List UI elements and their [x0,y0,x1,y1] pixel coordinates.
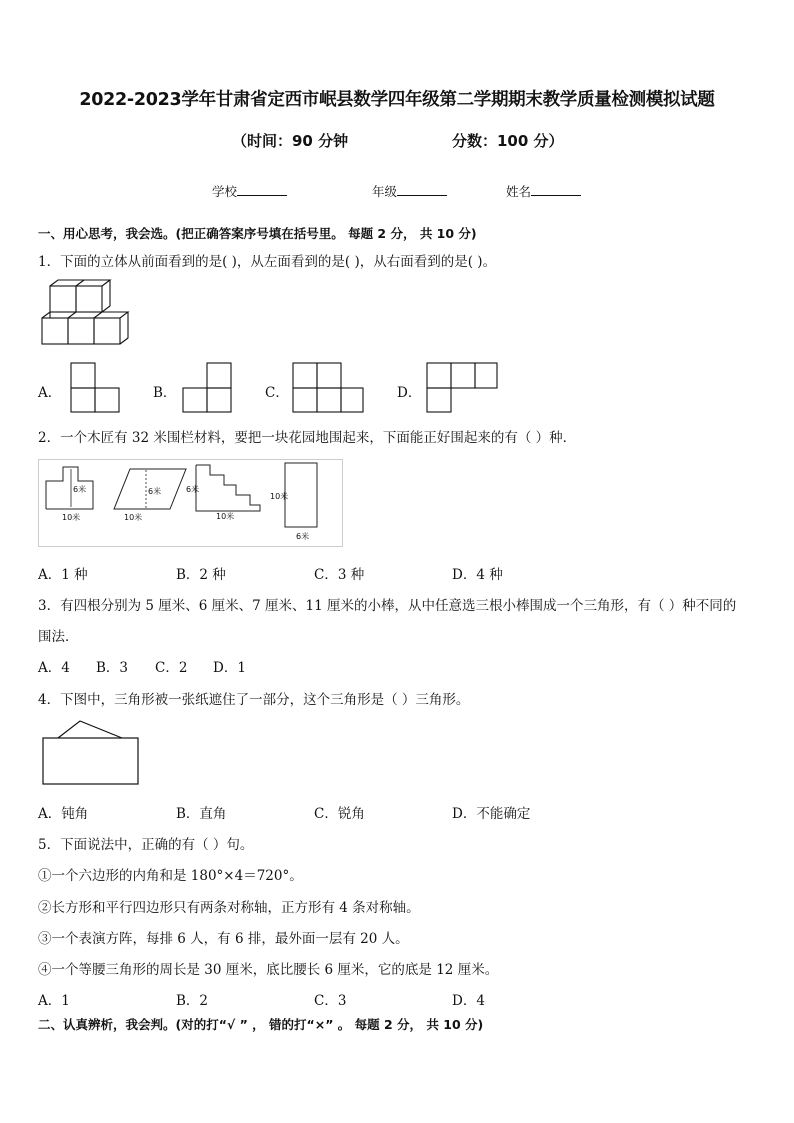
q2-option-b[interactable]: B．2 种 [176,567,226,583]
q4-paper [43,738,138,784]
q1-text: 1．下面的立体从前面看到的是( )，从左面看到的是( )，从右面看到的是( )。 [38,254,497,270]
page-title: 2022-2023学年甘肃省定西市岷县数学四年级第二学期期末教学质量检测模拟试题 [79,90,715,110]
q4-option-d[interactable]: D．不能确定 [452,806,531,822]
q1-option-b-figure [182,362,237,414]
q1-option-d-figure [426,362,501,414]
section2-heading: 二、认真辨析，我会判。(对的打“√ ” ， 错的打“×” 。 每题 2 分， 共 10 分) [38,1017,484,1032]
q2-option-d[interactable]: D．4 种 [452,567,503,583]
q2-shape-4 [285,463,317,527]
q2-figures [38,459,343,547]
q1-option-d[interactable]: D． [397,385,422,401]
q2-label-5: 6米 [186,485,200,494]
q5-option-a[interactable]: A．1 [38,993,70,1009]
name-blank[interactable] [531,183,581,196]
q2-label-2: 10米 [62,513,81,522]
q2-label-8: 6米 [296,532,310,541]
school-field[interactable] [212,182,287,200]
exam-time: （时间：90 分钟 [232,132,349,150]
q4-text: 4．下图中，三角形被一张纸遮住了一部分，这个三角形是（ ）三角形。 [38,692,470,708]
q3-option-c[interactable]: C．2 [155,660,188,676]
q5-option-b[interactable]: B．2 [176,993,209,1009]
name-field[interactable] [506,182,581,200]
q5-statement-3: ③一个表演方阵，每排 6 人，有 6 排，最外面一层有 20 人。 [38,931,409,947]
q2-option-c[interactable]: C．3 种 [314,567,365,583]
q2-label-6: 10米 [216,512,235,521]
q3-option-d[interactable]: D．1 [213,660,246,676]
q4-triangle-tip [58,721,122,738]
q4-figure [42,718,142,786]
grade-field[interactable] [372,182,447,200]
q2-label-3: 6米 [148,487,162,496]
q1-solid-figure [40,280,135,348]
section1-heading: 一、用心思考，我会选。(把正确答案序号填在括号里。 每题 2 分， 共 10 分) [38,226,477,241]
q5-option-d[interactable]: D．4 [452,993,485,1009]
q4-option-a[interactable]: A．钝角 [38,806,89,822]
q2-text: 2．一个木匠有 32 米围栏材料，要把一块花园地围起来，下面能正好围起来的有（ ）种． [38,430,577,446]
q1-option-a-figure [70,362,125,414]
q1-option-c-figure [292,362,367,414]
q5-statement-1: ①一个六边形的内角和是 180°×4＝720°。 [38,868,303,884]
grade-blank[interactable] [397,183,447,196]
school-blank[interactable] [237,183,287,196]
q1-option-a[interactable]: A． [38,385,62,401]
school-label: 学校 [212,184,238,199]
q4-option-c[interactable]: C．锐角 [314,806,365,822]
q5-option-c[interactable]: C．3 [314,993,347,1009]
q5-statement-2: ②长方形和平行四边形只有两条对称轴，正方形有 4 条对称轴。 [38,900,420,916]
q2-label-4: 10米 [124,513,143,522]
q3-text-line2: 围法． [38,629,79,645]
exam-score: 分数：100 分） [452,132,564,150]
q3-option-b[interactable]: B．3 [96,660,129,676]
q5-text: 5．下面说法中，正确的有（ ）句。 [38,837,254,853]
q2-label-7: 10米 [270,492,289,501]
q3-text-line1: 3．有四根分别为 5 厘米、6 厘米、7 厘米、11 厘米的小棒，从中任意选三根小棒围成一个三角形，有（ ）种不同的 [38,598,737,614]
q1-option-b[interactable]: B． [153,385,177,401]
q4-option-b[interactable]: B．直角 [176,806,227,822]
q5-statement-4: ④一个等腰三角形的周长是 30 厘米，底比腰长 6 厘米，它的底是 12 厘米。 [38,962,499,978]
q3-option-a[interactable]: A．4 [38,660,70,676]
q2-shape-3 [196,465,260,511]
q2-label-1: 6米 [73,485,87,494]
q2-option-a[interactable]: A．1 种 [38,567,88,583]
q1-option-c[interactable]: C． [265,385,289,401]
name-label: 姓名 [506,184,532,199]
grade-label: 年级 [372,184,398,199]
